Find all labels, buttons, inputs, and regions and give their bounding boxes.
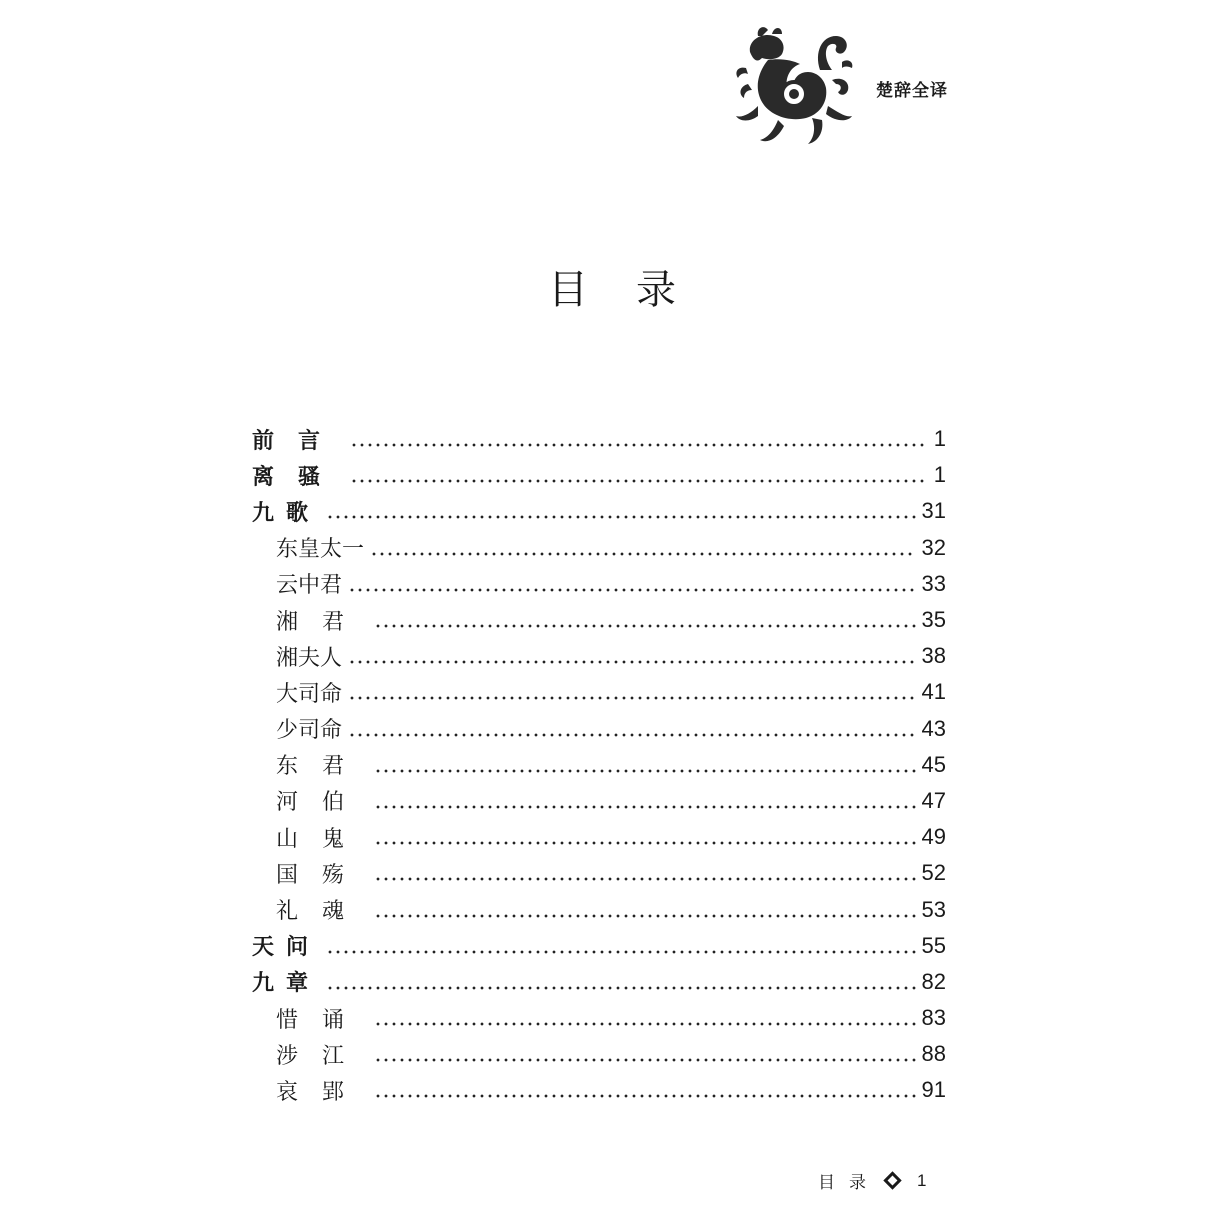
toc-entry-title: 国殇 xyxy=(276,862,369,888)
toc-dot-leader xyxy=(326,971,916,993)
toc-page-number: 83 xyxy=(921,1005,946,1031)
toc-entry-title: 东皇太一 xyxy=(276,537,365,563)
toc-page-number: 33 xyxy=(921,570,946,596)
toc-dot-leader xyxy=(374,862,916,884)
toc-dot-leader xyxy=(374,1007,916,1029)
toc-dot-leader xyxy=(374,790,916,812)
footer-label: 目录 xyxy=(818,1173,880,1193)
toc-entry-xiangjun[interactable] xyxy=(252,602,946,638)
toc-entry-jiuge[interactable] xyxy=(252,493,946,529)
toc-page-number: 1 xyxy=(933,426,946,452)
toc-entry-title: 少司命 xyxy=(276,718,343,744)
toc-dot-leader xyxy=(326,500,916,522)
toc-entry-title: 礼魂 xyxy=(276,899,369,925)
toc-dot-leader xyxy=(374,609,916,631)
page-title xyxy=(0,262,1224,318)
toc-entry-title: 河伯 xyxy=(276,790,369,816)
toc-entry-title: 湘君 xyxy=(276,609,369,635)
toc-dot-leader xyxy=(374,826,916,848)
toc-page-number: 38 xyxy=(921,643,946,669)
toc-dot-leader xyxy=(348,681,916,703)
toc-entry-shejiang[interactable] xyxy=(252,1036,946,1072)
toc-entry-shaosiming[interactable] xyxy=(252,711,946,747)
toc-entry-title: 云中君 xyxy=(276,573,343,599)
toc-dot-leader xyxy=(348,718,916,740)
table-of-contents xyxy=(252,421,946,1109)
toc-entry-yunzhongjun[interactable] xyxy=(252,566,946,602)
toc-entry-guoshang[interactable] xyxy=(252,855,946,891)
toc-page-number: 47 xyxy=(921,787,946,813)
toc-entry-title: 九歌 xyxy=(252,500,321,526)
toc-dot-leader xyxy=(350,464,928,486)
toc-entry-dongjun[interactable] xyxy=(252,747,946,783)
toc-page-number: 91 xyxy=(921,1077,946,1103)
toc-entry-title: 湘夫人 xyxy=(276,645,343,671)
toc-entry-title: 离骚 xyxy=(252,464,345,490)
toc-entry-title: 惜诵 xyxy=(276,1007,369,1033)
toc-entry-lihun[interactable] xyxy=(252,891,946,927)
toc-dot-leader xyxy=(326,935,916,957)
toc-page-number: 31 xyxy=(921,498,946,524)
toc-page-number: 45 xyxy=(921,751,946,777)
toc-dot-leader xyxy=(374,1043,916,1065)
page-title-first: 目 xyxy=(548,267,588,313)
toc-entry-qianyan[interactable] xyxy=(252,421,946,457)
toc-entry-aiying[interactable] xyxy=(252,1072,946,1108)
toc-page-number: 1 xyxy=(933,462,946,488)
toc-entry-xisong[interactable] xyxy=(252,1000,946,1036)
toc-entry-hebo[interactable] xyxy=(252,783,946,819)
toc-entry-title: 山鬼 xyxy=(276,826,369,852)
toc-dot-leader xyxy=(374,899,916,921)
footer-page-number: 1 xyxy=(917,1170,927,1190)
toc-dot-leader xyxy=(374,754,916,776)
toc-dot-leader xyxy=(350,428,928,450)
toc-entry-dasiming[interactable] xyxy=(252,674,946,710)
diamond-icon xyxy=(883,1171,901,1189)
toc-page-number: 52 xyxy=(921,860,946,886)
toc-entry-xiangfuren[interactable] xyxy=(252,638,946,674)
toc-entry-jiuzhang[interactable] xyxy=(252,964,946,1000)
toc-entry-title: 前言 xyxy=(252,428,345,454)
toc-page-number: 32 xyxy=(921,534,946,560)
toc-entry-title: 九章 xyxy=(252,971,321,997)
toc-page-number: 49 xyxy=(921,824,946,850)
toc-page-number: 55 xyxy=(921,932,946,958)
page-title-second: 录 xyxy=(636,267,676,313)
toc-dot-leader xyxy=(374,1079,916,1101)
toc-dot-leader xyxy=(370,537,916,559)
toc-entry-title: 东君 xyxy=(276,754,369,780)
toc-entry-title: 哀郢 xyxy=(276,1079,369,1105)
toc-dot-leader xyxy=(348,645,916,667)
toc-entry-title: 天问 xyxy=(252,935,321,961)
toc-page-number: 43 xyxy=(921,715,946,741)
toc-page-number: 53 xyxy=(921,896,946,922)
toc-page-number: 41 xyxy=(921,679,946,705)
mythical-beast-emblem-icon xyxy=(728,22,858,152)
toc-entry-title: 涉江 xyxy=(276,1043,369,1069)
toc-page-number: 88 xyxy=(921,1041,946,1067)
running-title: 楚辞全译 xyxy=(876,81,948,101)
toc-page-number: 82 xyxy=(921,968,946,994)
toc-entry-lisao[interactable] xyxy=(252,457,946,493)
toc-dot-leader xyxy=(348,573,916,595)
toc-entry-title: 大司命 xyxy=(276,681,343,707)
toc-page-number: 35 xyxy=(921,607,946,633)
toc-entry-tianwen[interactable] xyxy=(252,928,946,964)
toc-entry-shangui[interactable] xyxy=(252,819,946,855)
page-footer xyxy=(818,1168,926,1193)
toc-entry-donghuangtaiyi[interactable] xyxy=(252,530,946,566)
